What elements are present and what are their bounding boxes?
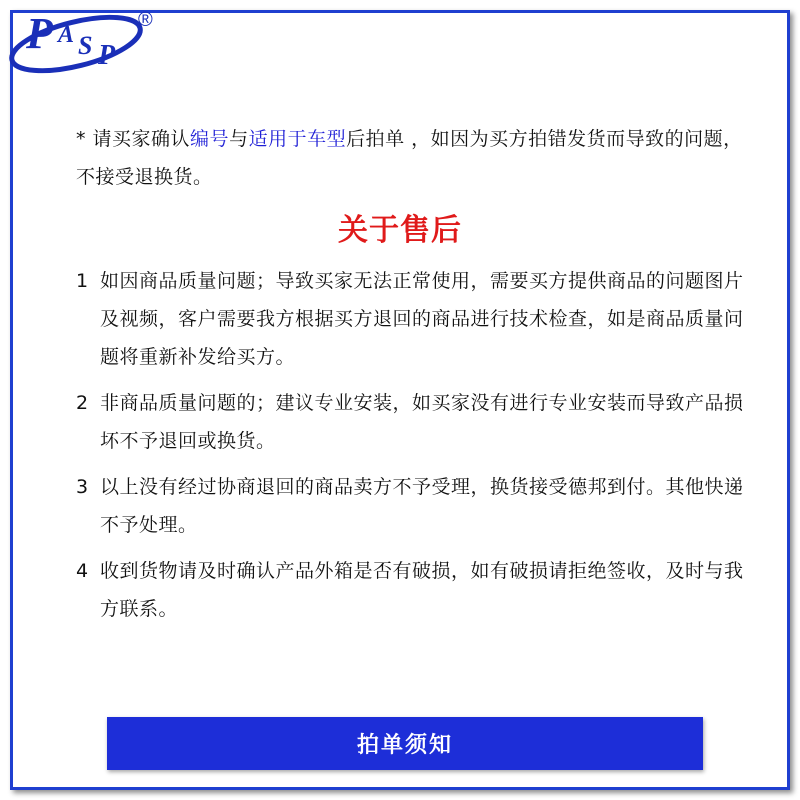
rule-number: 3 xyxy=(76,476,89,498)
rule-item xyxy=(76,468,756,544)
svg-text:S: S xyxy=(78,31,93,60)
svg-text:P: P xyxy=(26,9,53,58)
purchase-notice xyxy=(76,120,756,196)
after-sales-rules xyxy=(76,262,756,636)
rule-item xyxy=(76,552,756,628)
after-sales-heading: 关于售后 xyxy=(338,213,462,248)
notice-highlight-part-number: 编号 xyxy=(190,128,230,150)
rule-number: 4 xyxy=(76,560,89,582)
rule-item xyxy=(76,262,756,376)
rule-text: 收到货物请及时确认产品外箱是否有破损，如有破损请拒绝签收，及时与我方联系。 xyxy=(100,560,744,620)
svg-text:A: A xyxy=(58,22,75,48)
notice-highlight-vehicle-model: 适用于车型 xyxy=(248,128,347,150)
notice-suffix: 后拍单 ，如因为买方拍错发货而导致的问题，不接受退换货。 xyxy=(76,128,743,188)
rule-item xyxy=(76,384,756,460)
rule-text: 如因商品质量问题；导致买家无法正常使用，需要买方提供商品的问题图片及视频，客户需要我方根据买方退回的商品进行技术检查，如是商品质量问题将重新补发给买方。 xyxy=(100,270,744,368)
rule-number: 1 xyxy=(76,270,89,292)
svg-text:P: P xyxy=(98,40,116,71)
notice-prefix: * 请买家确认 xyxy=(76,128,191,150)
notice-connector: 与 xyxy=(229,128,249,150)
rule-text: 非商品质量问题的；建议专业安装，如买家没有进行专业安装而导致产品损坏不予退回或换货。 xyxy=(100,392,744,452)
rule-number: 2 xyxy=(76,392,89,414)
pasp-logo xyxy=(6,2,166,77)
ordering-notice-banner: 拍单须知 xyxy=(107,717,703,770)
rule-text: 以上没有经过协商退回的商品卖方不予受理，换货接受德邦到付。其他快递不予处理。 xyxy=(100,476,744,536)
svg-text:®: ® xyxy=(138,9,153,31)
